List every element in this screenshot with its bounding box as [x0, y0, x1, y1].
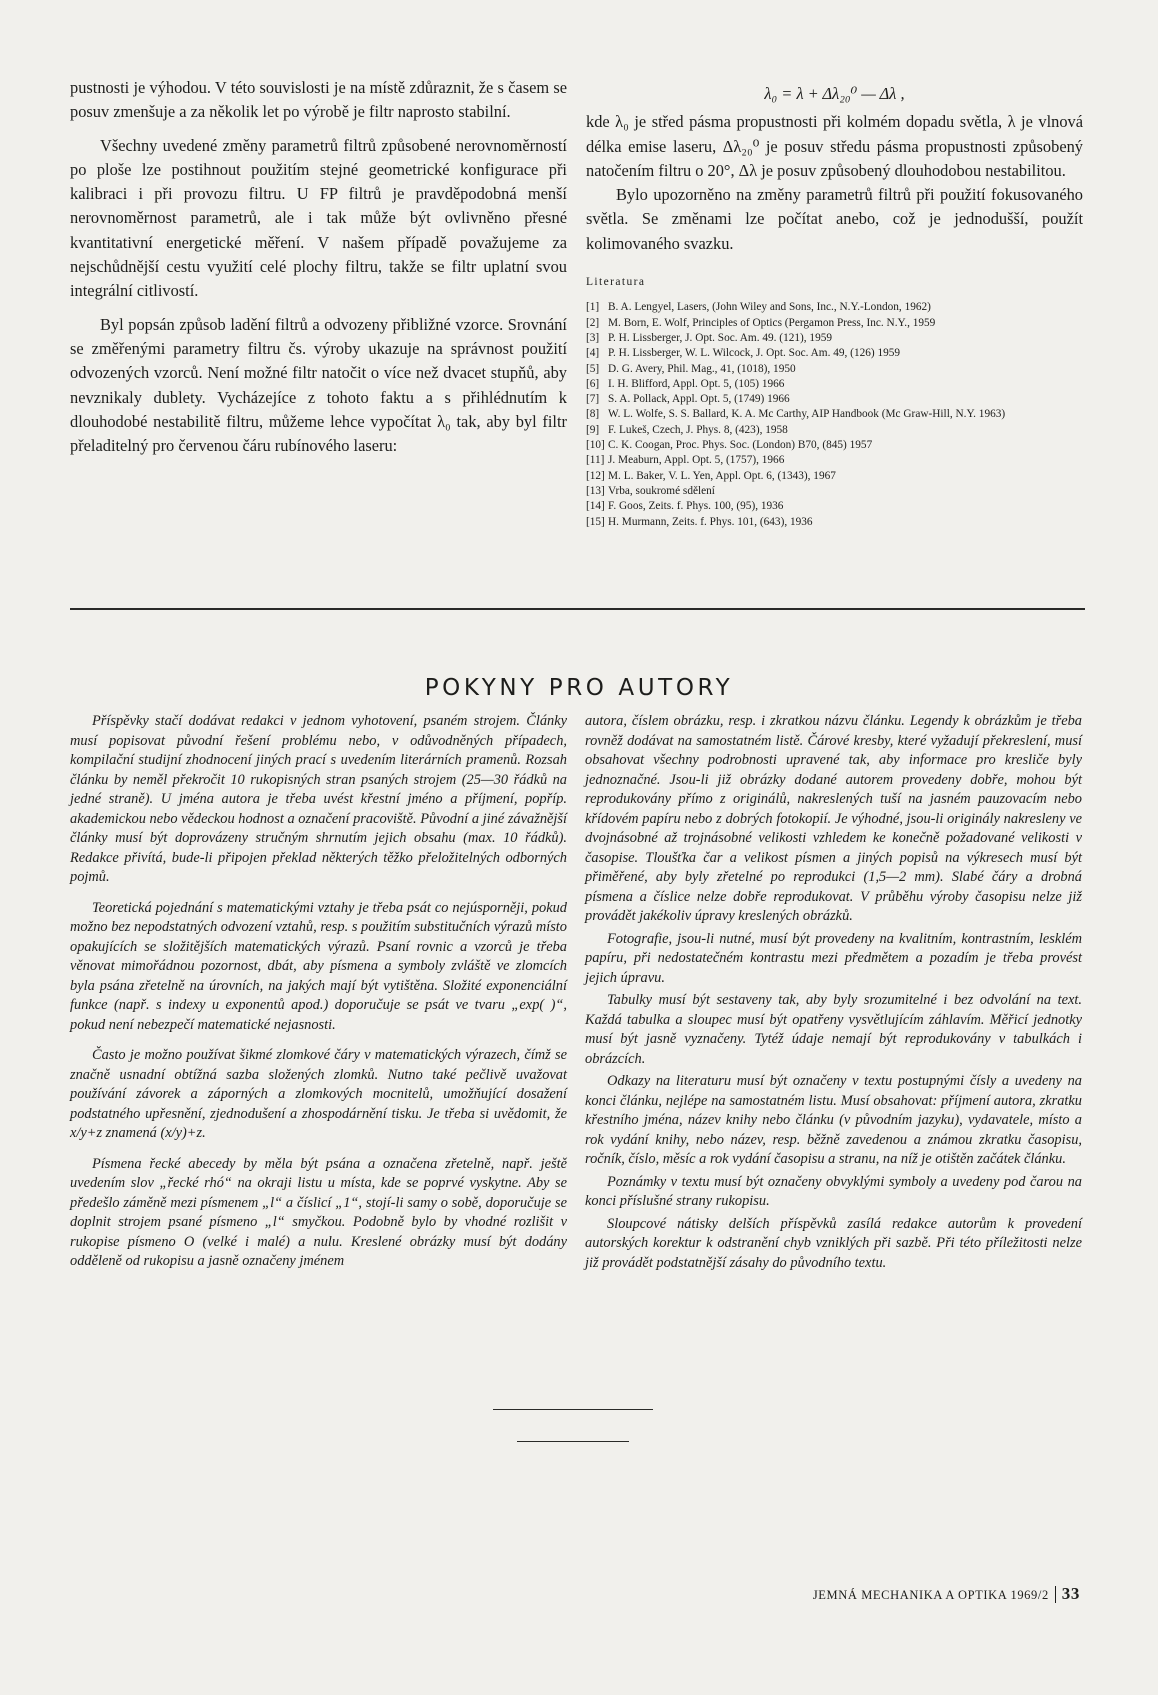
- reference-text: B. A. Lengyel, Lasers, (John Wiley and Sons, Inc., N.Y.-London, 1962): [608, 301, 931, 314]
- instructions-left-column: [70, 712, 567, 1272]
- reference-item: [586, 484, 1083, 499]
- paragraph: Byl popsán způsob ladění filtrů a odvozeny přibližné vzorce. Srovnání se změřenými parametry filtru čs. výroby ukazuje na správnost použití odvozených vzorců. Není možné filtr natočit o více než dvacet stupňů, aby nevznikaly dublety. Vycházejíce z tohoto faktu a s přihlédnutím k dlouhodobé nestabilitě filtru, můžeme lehce vypočítat λ₀ tak, aby byl filtr přeladitelný pro červenou čáru rubínového laseru:: [70, 314, 567, 456]
- reference-item: [586, 331, 1083, 346]
- reference-item: [586, 377, 1083, 392]
- reference-text: J. Meaburn, Appl. Opt. 5, (1757), 1966: [608, 454, 785, 467]
- paragraph: Všechny uvedené změny parametrů filtrů způsobené nerovnoměrností po ploše lze postihnout použitím stejné geometrické konfigurace při kalibraci i při provozu filtru. U FP filtrů je pravděpodobná menší nerovnoměrnost parametrů, ale i tak může být ovlivněno přesné kvantitativní energetické měření. V našem případě považujeme za nejschůdnější cestu využití celé plochy filtru, takže se filtr uplatní svou integrální citlivostí.: [70, 135, 567, 301]
- end-rule: [517, 1441, 629, 1442]
- paragraph: Teoretická pojednání s matematickými vztahy je třeba psát co nejúsporněji, pokud možno bez nepodstatných odvození vztahů, resp. s použitím substitučních výrazů místo opakujících se složitějších matematických výrazů. Psaní rovnic a vzorců je třeba věnovat mimořádnou pozornost, dbát, aby písmena a symboly zvláště ve zlomcích byla psána zřetelně na úrovních, na jakých mají být vytištěna. Složité exponenciální funkce (např. s indexy u exponentů apod.) doporučuje se psát ve tvaru „exp( )“, pokud není nebezpečí matematické nejasnosti.: [70, 899, 567, 1033]
- reference-text: P. H. Lissberger, W. L. Wilcock, J. Opt. Soc. Am. 49, (126) 1959: [608, 347, 901, 360]
- reference-item: [586, 499, 1083, 514]
- reference-item: [586, 438, 1083, 453]
- paragraph: kde λ₀ je střed pásma propustnosti při kolmém dopadu světla, λ je vlnová délka emise laseru, Δλ₂₀⁰ je posuv středu pásma propustnosti způsobený natočením filtru o 20°, Δλ je posuv způsobený dlouhodobou nestabilitou.: [586, 112, 1083, 180]
- paragraph: pustnosti je výhodou. V této souvislosti je na místě zdůraznit, že s časem se posuv zmenšuje a za několik let po výrobě je filtr naprosto stabilní.: [70, 78, 567, 122]
- reference-text: S. A. Pollack, Appl. Opt. 5, (1749) 1966: [608, 393, 790, 406]
- section-divider: [70, 608, 1085, 610]
- reference-text: P. H. Lissberger, J. Opt. Soc. Am. 49. (121), 1959: [608, 331, 833, 344]
- reference-number: [13]: [586, 484, 605, 497]
- paragraph: Písmena řecké abecedy by měla být psána a označena zřetelně, např. ještě uvedením slov „řecké rhó“ na okraji listu u místa, kde se poprvé vyskytne. Aby se předešlo záměně mezi písmenem „l“ a číslicí „1“, stojí-li samy o sobě, doporučuje se doplnit strojem psané písmeno „l“ smyčkou. Podobně bylo by vhodné rozlišit v rukopise písmeno O (velké i malé) a nulu. Kreslené obrázky musí být dodány odděleně od rukopisu a jasně označeny jménem: [70, 1155, 567, 1269]
- reference-number: [15]: [586, 515, 605, 528]
- reference-item: [586, 392, 1083, 407]
- reference-number: [3]: [586, 331, 600, 344]
- reference-number: [14]: [586, 500, 605, 513]
- end-rule: [493, 1409, 653, 1410]
- reference-number: [12]: [586, 469, 605, 482]
- reference-item: [586, 407, 1083, 422]
- paragraph: Poznámky v textu musí být označeny obvyklými symboly a uvedeny pod čarou na konci příslušné strany rukopisu.: [585, 1173, 1082, 1209]
- reference-item: [586, 346, 1083, 361]
- reference-item: [586, 316, 1083, 331]
- reference-item: [586, 453, 1083, 468]
- reference-text: I. H. Blifford, Appl. Opt. 5, (105) 1966: [608, 377, 785, 390]
- paragraph: Sloupcové nátisky delších příspěvků zasílá redakce autorům k provedení autorských korektur k odstranění chyb vzniklých při sazbě. Při této příležitosti nelze již provádět podstatnější zásahy do původního textu.: [585, 1215, 1082, 1271]
- paragraph: autora, číslem obrázku, resp. i zkratkou názvu článku. Legendy k obrázkům je třeba rovněž dodávat na samostatném listě. Čárové kresby, které vyžadují překreslení, musí obsahovat všechny podrobnosti upravené tak, aby informace pro kresliče byly jednoznačné. Jsou-li již obrázky dodané autorem provedeny dobře, mohou být reprodukovány přímo z originálů, nakreslených tuší na jasném pauzovacím nebo křídovém papíru nebo z dobrých fotokopií. Je výhodné, jsou-li originály nakresleny ve dvojnásobné až trojnásobné velikosti vzhledem ke konečně požadované velikosti v časopise. Tloušťka čar a velikost písmen a jiných popisů na výkresech musí být přiměřené, aby byly zřetelné po reprodukci (1,5—2 mm). Slabé čáry a drobná písmena a číslice nelze dobře reprodukovat. V průběhu výroby časopisu nelze již provádět jakékoliv úpravy kreslených obrázků.: [585, 713, 1082, 924]
- reference-number: [6]: [586, 377, 600, 390]
- paragraph: Příspěvky stačí dodávat redakci v jednom vyhotovení, psaném strojem. Články musí popisovat původní řešení problému nebo, v odůvodněných případech, kompilační studijní zhodnocení jiných prací s uvedením literárních pramenů. Rozsah článku by neměl překročit 10 rukopisných stran psaných strojem (25—30 řádků na jedné straně). U jména autora je třeba uvést křestní jméno a příjmení, popříp. akademickou nebo vědeckou hodnost a označení pracoviště. Původní a jiné závažnější články musí být doprovázeny stručným shrnutím jejich obsahu (max. 10 řádků). Redakce přivítá, bude-li připojen překlad některých těžko přeložitelných odborných pojmů.: [70, 713, 567, 885]
- reference-number: [11]: [586, 454, 605, 467]
- paragraph: Bylo upozorněno na změny parametrů filtrů při použití fokusovaného světla. Se změnami lze počítat anebo, což je jednodušší, použít kolimovaného svazku.: [586, 185, 1083, 253]
- reference-text: C. K. Coogan, Proc. Phys. Soc. (London) B70, (845) 1957: [608, 439, 873, 452]
- reference-text: W. L. Wolfe, S. S. Ballard, K. A. Mc Carthy, AIP Handbook (Mc Graw-Hill, N.Y. 1963): [608, 408, 1006, 421]
- reference-text: F. Lukeš, Czech, J. Phys. 8, (423), 1958: [608, 423, 788, 436]
- footer-separator: [1055, 1586, 1056, 1603]
- paragraph: Odkazy na literaturu musí být označeny v textu postupnými čísly a uvedeny na konci článku, nejlépe na samostatném listu. Musí obsahovat: příjmení autora, zkratku křestního jména, název knihy nebo článku (v původním jazyku), vydavatele, místo a rok vydání knihy, nebo název, resp. běžně zavedenou a známou zkratku časopisu, ročník, číslo, měsíc a rok vydání časopisu a stranu, na níž je otištěn začátek článku.: [585, 1073, 1082, 1167]
- reference-item: [586, 423, 1083, 438]
- reference-text: H. Murmann, Zeits. f. Phys. 101, (643), 1936: [608, 515, 813, 528]
- reference-number: [8]: [586, 408, 600, 421]
- reference-number: [2]: [586, 316, 600, 329]
- reference-text: Vrba, soukromé sdělení: [608, 484, 715, 497]
- reference-number: [10]: [586, 439, 605, 452]
- reference-number: [4]: [586, 347, 600, 360]
- reference-item: [586, 469, 1083, 484]
- reference-text: D. G. Avery, Phil. Mag., 41, (1018), 1950: [608, 362, 796, 375]
- reference-text: M. Born, E. Wolf, Principles of Optics (Pergamon Press, Inc. N.Y., 1959: [608, 316, 936, 329]
- instructions-right-column: [585, 712, 1082, 1273]
- reference-item: [586, 515, 1083, 530]
- paragraph: Často je možno používat šikmé zlomkové čáry v matematických výrazech, čímž se značně usnadní obtížná sazba složených zlomků. Nutno také pečlivě uvažovat používání závorek a záporných a zlomkových mocnitelů, umožňující dosažení podstatného upřesnění, zjednodušení a zhospodárnění tisku. Je třeba si uvědomit, že x/y+z znamená (x/y)+z.: [70, 1047, 567, 1141]
- reference-number: [5]: [586, 362, 600, 375]
- section-title: POKYNY PRO AUTORY: [424, 675, 734, 702]
- article-end-left-column: [70, 76, 567, 458]
- reference-item: [586, 362, 1083, 377]
- page-footer: [600, 1584, 1080, 1604]
- article-end-right-column: [586, 76, 1083, 530]
- journal-name: JEMNÁ MECHANIKA A OPTIKA 1969/2: [812, 1588, 1049, 1602]
- reference-text: F. Goos, Zeits. f. Phys. 100, (95), 1936: [608, 500, 784, 513]
- paragraph: Fotografie, jsou-li nutné, musí být provedeny na kvalitním, kontrastním, lesklém papíru, při nedostatečném kontrastu mezi předmětem a pozadím je třeba provést jejich úpravu.: [585, 930, 1082, 986]
- literature-heading: Literatura: [586, 276, 646, 289]
- reference-list: [586, 300, 1083, 529]
- reference-number: [7]: [586, 393, 600, 406]
- paragraph: Tabulky musí být sestaveny tak, aby byly srozumitelné i bez odvolání na text. Každá tabulka a sloupec musí být opatřeny vysvětlujícím záhlavím. Měřicí jednotky musí být jasně vyznačeny. Tytéž údaje nemají být reprodukovány v tabulkách i obrázcích.: [585, 992, 1082, 1067]
- page-number: 33: [1061, 1584, 1080, 1603]
- reference-item: [586, 300, 1083, 315]
- reference-number: [1]: [586, 301, 600, 314]
- equation: λ₀ = λ + Δλ₂₀⁰ — Δλ ,: [764, 84, 905, 103]
- reference-text: M. L. Baker, V. L. Yen, Appl. Opt. 6, (1343), 1967: [608, 469, 836, 482]
- reference-number: [9]: [586, 423, 600, 436]
